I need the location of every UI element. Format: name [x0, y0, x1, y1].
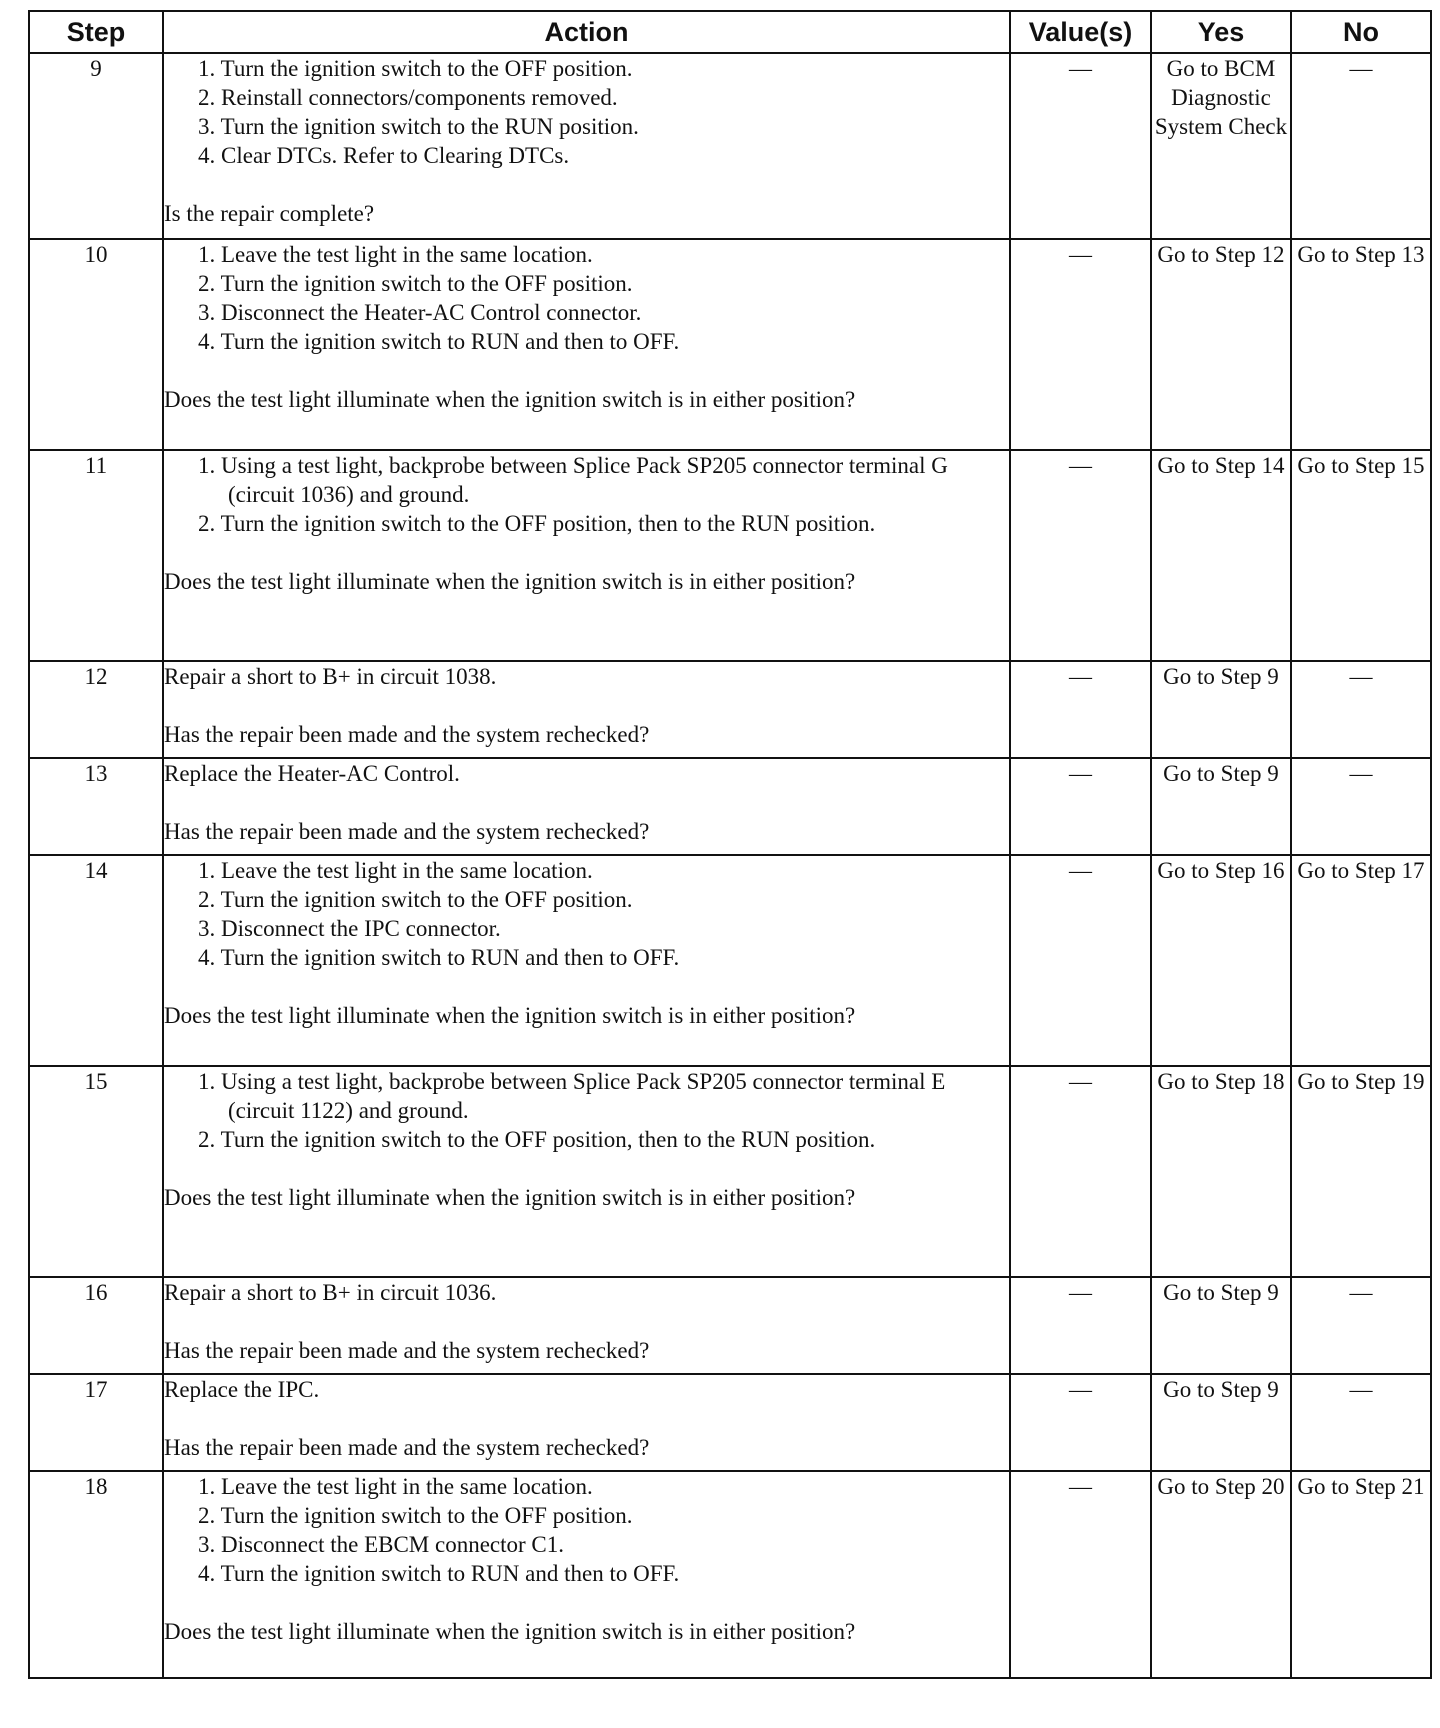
- no-cell: —: [1291, 758, 1431, 855]
- step-number: 10: [29, 239, 163, 450]
- header-values: Value(s): [1010, 11, 1151, 53]
- yes-cell: Go to Step 12: [1151, 239, 1291, 450]
- action-text: Repair a short to B+ in circuit 1036.: [164, 1280, 497, 1305]
- action-step: 1. Leave the test light in the same location.: [198, 242, 593, 267]
- step-number: 18: [29, 1471, 163, 1678]
- no-cell: —: [1291, 661, 1431, 758]
- action-question: Has the repair been made and the system rechecked?: [164, 722, 650, 747]
- action-cell: [163, 661, 1010, 758]
- action-step: 4. Clear DTCs. Refer to Clearing DTCs.: [198, 143, 570, 168]
- action-step: 4. Turn the ignition switch to RUN and then to OFF.: [198, 1561, 680, 1586]
- step-number: 16: [29, 1277, 163, 1374]
- table-row: [29, 53, 1431, 239]
- action-text: Replace the IPC.: [164, 1377, 320, 1402]
- action-cell: [163, 855, 1010, 1066]
- step-number: 11: [29, 450, 163, 661]
- table-row: [29, 661, 1431, 758]
- no-cell: Go to Step 19: [1291, 1066, 1431, 1277]
- table-row: [29, 758, 1431, 855]
- step-number: 9: [29, 53, 163, 239]
- header-yes: Yes: [1151, 11, 1291, 53]
- action-steps: [164, 1472, 1009, 1588]
- action-step: 2. Reinstall connectors/components removed.: [198, 85, 618, 110]
- value-cell: —: [1010, 855, 1151, 1066]
- step-number: 14: [29, 855, 163, 1066]
- action-text: Repair a short to B+ in circuit 1038.: [164, 664, 497, 689]
- action-step: 1. Leave the test light in the same location.: [198, 1474, 593, 1499]
- action-cell: [163, 1374, 1010, 1471]
- no-cell: —: [1291, 1374, 1431, 1471]
- action-step: 2. Turn the ignition switch to the OFF position, then to the RUN position.: [198, 1127, 876, 1152]
- header-action: Action: [163, 11, 1010, 53]
- step-number: 17: [29, 1374, 163, 1471]
- action-step: 4. Turn the ignition switch to RUN and then to OFF.: [198, 329, 680, 354]
- value-cell: —: [1010, 53, 1151, 239]
- action-step: 2. Turn the ignition switch to the OFF position.: [198, 271, 633, 296]
- value-cell: —: [1010, 1471, 1151, 1678]
- step-number: 13: [29, 758, 163, 855]
- action-step: 3. Disconnect the IPC connector.: [198, 916, 501, 941]
- header-step: Step: [29, 11, 163, 53]
- action-text: Replace the Heater-AC Control.: [164, 761, 460, 786]
- action-step: 2. Turn the ignition switch to the OFF position.: [198, 887, 633, 912]
- yes-cell: Go to Step 20: [1151, 1471, 1291, 1678]
- action-question: Does the test light illuminate when the ignition switch is in either position?: [164, 569, 856, 594]
- no-cell: —: [1291, 1277, 1431, 1374]
- action-cell: [163, 1066, 1010, 1277]
- action-step: 2. Turn the ignition switch to the OFF position, then to the RUN position.: [198, 511, 876, 536]
- action-step: 1. Using a test light, backprobe between Splice Pack SP205 connector terminal E (circuit 1122) and ground.: [198, 1069, 946, 1123]
- action-steps: [164, 240, 1009, 356]
- header-row: [29, 11, 1431, 53]
- action-step: 2. Turn the ignition switch to the OFF position.: [198, 1503, 633, 1528]
- action-question: Does the test light illuminate when the ignition switch is in either position?: [164, 1185, 856, 1210]
- action-step: 3. Turn the ignition switch to the RUN position.: [198, 114, 639, 139]
- action-cell: [163, 1471, 1010, 1678]
- yes-cell: Go to Step 18: [1151, 1066, 1291, 1277]
- action-cell: [163, 239, 1010, 450]
- value-cell: —: [1010, 758, 1151, 855]
- action-question: Does the test light illuminate when the ignition switch is in either position?: [164, 1003, 856, 1028]
- action-steps: [164, 451, 1009, 538]
- value-cell: —: [1010, 239, 1151, 450]
- yes-cell: Go to Step 9: [1151, 1277, 1291, 1374]
- table-row: [29, 1374, 1431, 1471]
- table-row: [29, 450, 1431, 661]
- step-number: 15: [29, 1066, 163, 1277]
- table-row: [29, 1277, 1431, 1374]
- yes-cell: Go to Step 16: [1151, 855, 1291, 1066]
- action-cell: [163, 1277, 1010, 1374]
- yes-cell: Go to BCM Diagnostic System Check: [1151, 53, 1291, 239]
- action-step: 4. Turn the ignition switch to RUN and then to OFF.: [198, 945, 680, 970]
- no-cell: Go to Step 21: [1291, 1471, 1431, 1678]
- no-cell: Go to Step 15: [1291, 450, 1431, 661]
- action-step: 1. Using a test light, backprobe between Splice Pack SP205 connector terminal G (circuit 1036) and ground.: [198, 453, 948, 507]
- table-row: [29, 855, 1431, 1066]
- value-cell: —: [1010, 450, 1151, 661]
- value-cell: —: [1010, 661, 1151, 758]
- no-cell: Go to Step 13: [1291, 239, 1431, 450]
- yes-cell: Go to Step 9: [1151, 758, 1291, 855]
- action-question: Does the test light illuminate when the ignition switch is in either position?: [164, 387, 856, 412]
- table-row: [29, 1066, 1431, 1277]
- action-cell: [163, 53, 1010, 239]
- action-step: 1. Turn the ignition switch to the OFF position.: [198, 56, 633, 81]
- yes-cell: Go to Step 14: [1151, 450, 1291, 661]
- value-cell: —: [1010, 1277, 1151, 1374]
- diagnostic-table: [28, 10, 1432, 1679]
- value-cell: —: [1010, 1066, 1151, 1277]
- action-cell: [163, 758, 1010, 855]
- no-cell: —: [1291, 53, 1431, 239]
- action-question: Has the repair been made and the system rechecked?: [164, 1435, 650, 1460]
- header-no: No: [1291, 11, 1431, 53]
- value-cell: —: [1010, 1374, 1151, 1471]
- action-question: Is the repair complete?: [164, 201, 375, 226]
- action-steps: [164, 54, 1009, 170]
- yes-cell: Go to Step 9: [1151, 661, 1291, 758]
- step-number: 12: [29, 661, 163, 758]
- action-question: Has the repair been made and the system rechecked?: [164, 1338, 650, 1363]
- table-row: [29, 239, 1431, 450]
- action-steps: [164, 856, 1009, 972]
- action-question: Has the repair been made and the system rechecked?: [164, 819, 650, 844]
- action-step: 3. Disconnect the EBCM connector C1.: [198, 1532, 565, 1557]
- action-step: 3. Disconnect the Heater-AC Control connector.: [198, 300, 642, 325]
- action-step: 1. Leave the test light in the same location.: [198, 858, 593, 883]
- action-question: Does the test light illuminate when the ignition switch is in either position?: [164, 1619, 856, 1644]
- action-cell: [163, 450, 1010, 661]
- table-row: [29, 1471, 1431, 1678]
- yes-cell: Go to Step 9: [1151, 1374, 1291, 1471]
- no-cell: Go to Step 17: [1291, 855, 1431, 1066]
- action-steps: [164, 1067, 1009, 1154]
